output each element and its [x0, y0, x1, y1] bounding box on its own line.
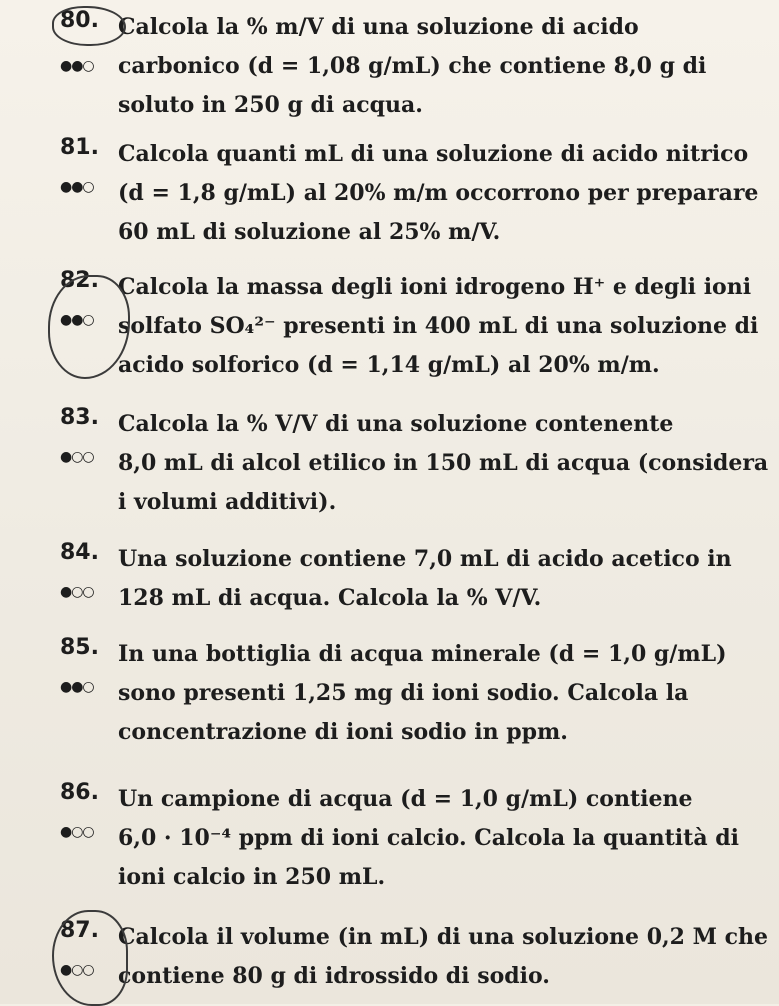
exercise-number: 87. — [60, 918, 99, 943]
exercise-number: 81. — [60, 135, 99, 160]
exercise-text — [118, 8, 758, 125]
exercise-text — [118, 918, 769, 996]
exercise-number: 80. — [60, 8, 99, 33]
text-line: Una soluzione contiene 7,0 mL di acido acetico in — [118, 546, 732, 572]
difficulty-dots: ●●○ — [60, 312, 94, 328]
text-line: 6,0 · 10⁻⁴ ppm di ioni calcio. Calcola la quantità di — [118, 825, 739, 851]
text-line: 60 mL di soluzione al 25% m/V. — [118, 219, 501, 245]
text-line: sono presenti 1,25 mg di ioni sodio. Calcola la — [118, 680, 689, 706]
exercise-text — [118, 268, 758, 385]
difficulty-dots: ●●○ — [60, 58, 94, 74]
exercise-text — [118, 405, 769, 522]
text-line: carbonico (d = 1,08 g/mL) che contiene 8,0 g di — [118, 53, 707, 79]
text-line: 8,0 mL di alcol etilico in 150 mL di acqua (considera — [118, 450, 769, 476]
text-line: i volumi additivi). — [118, 489, 337, 515]
text-line: In una bottiglia di acqua minerale (d = 1,0 g/mL) — [118, 641, 727, 667]
exercise-number: 85. — [60, 635, 99, 660]
exercise-number: 84. — [60, 540, 99, 565]
text-line: contiene 80 g di idrossido di sodio. — [118, 963, 550, 989]
text-line: Calcola quanti mL di una soluzione di acido nitrico — [118, 141, 749, 167]
text-line: 128 mL di acqua. Calcola la % V/V. — [118, 585, 542, 611]
text-line: soluto in 250 g di acqua. — [118, 92, 423, 118]
text-line: (d = 1,8 g/mL) al 20% m/m occorrono per preparare — [118, 180, 759, 206]
text-line: Calcola la massa degli ioni idrogeno H⁺ e degli ioni — [118, 274, 752, 300]
difficulty-dots: ●○○ — [60, 962, 94, 978]
text-line: Calcola la % V/V di una soluzione contenente — [118, 411, 674, 437]
text-line: acido solforico (d = 1,14 g/mL) al 20% m/m. — [118, 352, 660, 378]
exercise-text — [118, 540, 758, 618]
text-line: ioni calcio in 250 mL. — [118, 864, 386, 890]
exercise-number: 86. — [60, 780, 99, 805]
difficulty-dots: ●○○ — [60, 449, 94, 465]
difficulty-dots: ●○○ — [60, 584, 94, 600]
text-line: Calcola la % m/V di una soluzione di acido — [118, 14, 639, 40]
text-line: concentrazione di ioni sodio in ppm. — [118, 719, 568, 745]
exercise-text — [118, 635, 758, 752]
text-line: Calcola il volume (in mL) di una soluzione 0,2 M che — [118, 924, 769, 950]
difficulty-dots: ●●○ — [60, 679, 94, 695]
text-line: solfato SO₄²⁻ presenti in 400 mL di una soluzione di — [118, 313, 759, 339]
exercise-text — [118, 135, 758, 252]
text-line: Un campione di acqua (d = 1,0 g/mL) contiene — [118, 786, 693, 812]
exercise-text — [118, 780, 758, 897]
exercise-number: 82. — [60, 268, 99, 293]
exercise-number: 83. — [60, 405, 99, 430]
difficulty-dots: ●○○ — [60, 824, 94, 840]
difficulty-dots: ●●○ — [60, 179, 94, 195]
